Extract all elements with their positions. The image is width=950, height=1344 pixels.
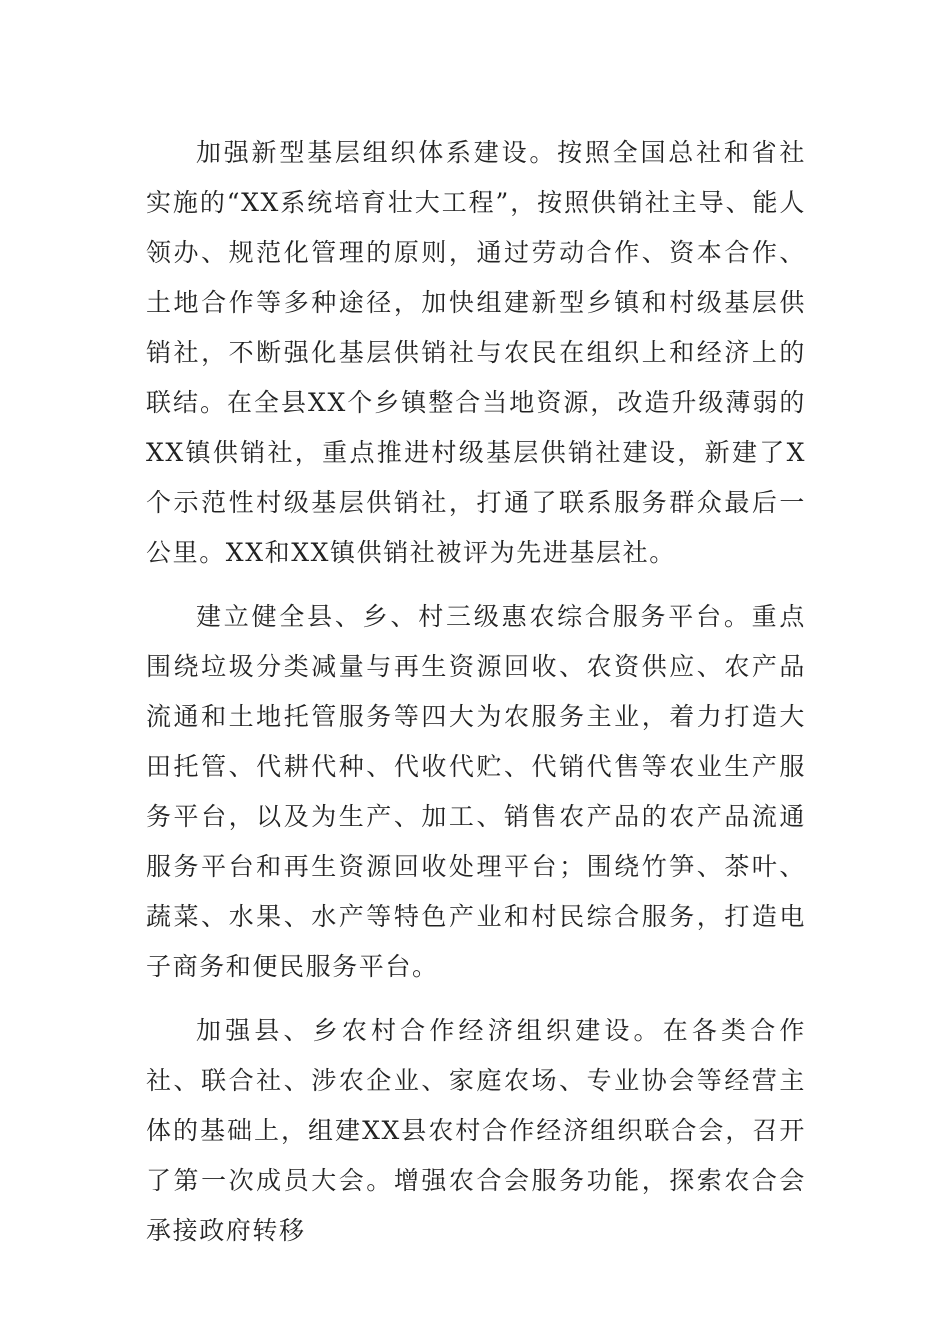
paragraph-grassroots-organization: 加强新型基层组织体系建设。按照全国总社和省社实施的“XX系统培育壮大工程”，按照供销社主导、能人领办、规范化管理的原则，通过劳动合作、资本合作、土地合作等多种途径，加快组建新型乡镇和村级基层供销社，不断强化基层供销社与农民在组织上和经济上的联结。在全县XX个乡镇整合当地资源，改造升级薄弱的XX镇供销社，重点推进村级基层供销社建设，新建了X个示范性村级基层供销社，打通了联系服务群众最后一公里。XX和XX镇供销社被评为先进基层社。 [146, 138, 806, 567]
paragraph-cooperative-organization: 加强县、乡农村合作经济组织建设。在各类合作社、联合社、涉农企业、家庭农场、专业协会等经营主体的基础上，组建XX县农村合作经济组织联合会，召开了第一次成员大会。增强农合会服务功能，探索农合会承接政府转移 [146, 1016, 806, 1245]
paragraph-service-platform: 建立健全县、乡、村三级惠农综合服务平台。重点围绕垃圾分类减量与再生资源回收、农资供应、农产品流通和土地托管服务等四大为农服务主业，着力打造大田托管、代耕代种、代收代贮、代销代售等农业生产服务平台，以及为生产、加工、销售农产品的农产品流通服务平台和再生资源回收处理平台；围绕竹笋、茶叶、蔬菜、水果、水产等特色产业和村民综合服务，打造电子商务和便民服务平台。 [146, 602, 806, 981]
document-page [146, 128, 806, 1270]
